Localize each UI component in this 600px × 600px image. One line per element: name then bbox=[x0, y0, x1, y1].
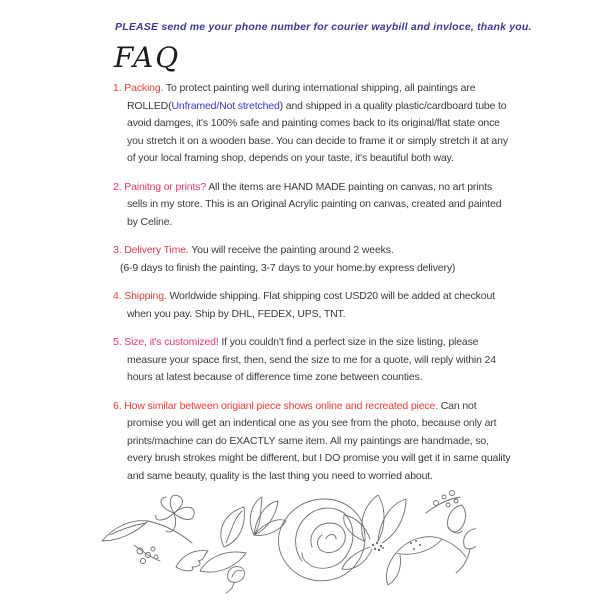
floral-line-art-icon bbox=[96, 482, 476, 594]
faq-item bbox=[113, 334, 513, 387]
seller-note: PLEASE send me your phone number for courier waybill and invloce, thank you. bbox=[115, 21, 532, 33]
faq-item-text: If you couldn't find a perfect size in the size listing, please measure your space first, then, send the size to me for a quote, will reply within 24 hours at latest because of difference time zone between counties. bbox=[127, 336, 496, 383]
faq-item-heading: Shipping. bbox=[124, 290, 170, 302]
faq-item-text: All the items are HAND MADE painting on canvas, no art prints sells in my store. This is an Original Acrylic painting on canvas, created and painted by Celine. bbox=[127, 180, 502, 228]
faq-item bbox=[113, 242, 513, 277]
faq-item bbox=[113, 80, 513, 168]
faq-item-text: Worldwide shipping. Flat shipping cost USD20 will be added at checkout when you pay. Ship by DHL, FEDEX, UPS, TNT. bbox=[127, 290, 495, 320]
faq-item-text: You will receive the painting around 2 weeks. bbox=[191, 244, 394, 256]
faq-list bbox=[113, 80, 513, 496]
faq-item-text: Unframed/Not stretched bbox=[171, 99, 280, 112]
faq-item-heading: How similar between origianl piece shows online and recreated piece. bbox=[124, 399, 441, 412]
faq-item-heading: Delivery Time. bbox=[124, 244, 192, 256]
faq-item-heading: Painitng or prints? bbox=[124, 180, 209, 193]
faq-item-text: (6-9 days to finish the painting, 3-7 days to your home.by express delivery) bbox=[120, 261, 456, 274]
faq-item-number: 1. bbox=[113, 82, 125, 94]
faq-item-text: To protect painting well during international shipping, all paintings are ROLLED( bbox=[127, 82, 476, 112]
faq-item-number: 6. bbox=[113, 399, 125, 412]
faq-item-number: 4. bbox=[113, 290, 125, 302]
faq-item-number: 2. bbox=[113, 180, 125, 193]
faq-item bbox=[113, 398, 513, 486]
faq-item-heading: Packing. bbox=[124, 82, 166, 94]
faq-title: FAQ bbox=[114, 41, 181, 74]
faq-item-heading: Size, it's customized! bbox=[124, 336, 222, 348]
faq-item-number: 5. bbox=[113, 336, 125, 348]
faq-item bbox=[113, 179, 513, 232]
faq-item-text: ) and shipped in a quality plastic/cardboard tube to avoid damges, it's 100% safe and painting comes back to its original/flat state once you stretch it on a wooden base. You can decide to frame it or simply stretch it at any of your local framing shop, depends on your taste, it's beautiful both way. bbox=[127, 99, 508, 164]
faq-item bbox=[113, 288, 513, 323]
faq-item-number: 3. bbox=[113, 244, 125, 256]
faq-item-text: Can not promise you will get an indentical one as you see from the photo, because only art prints/machine can do EXACTLY same item. All my paintings are handmade, so, every brush strokes might be different, but I DO promise you will get it in same quality and same beauty, quality is the last thing you need to worried about. bbox=[127, 399, 511, 482]
